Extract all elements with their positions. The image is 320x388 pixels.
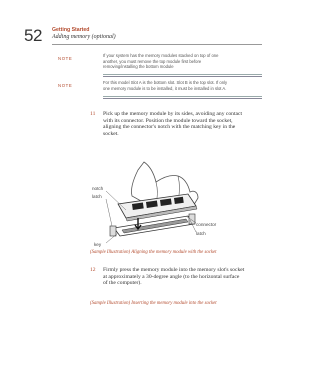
figure-caption: (Sample Illustration) Inserting the memory module into the socket [90,301,217,306]
step-number: 12 [90,267,96,273]
note-text: If your system has the memory modules stacked on top of one another, you must remove the top module first before removing/installing the bottom module [103,53,219,70]
subsection-title: Adding memory (optional) [52,34,116,40]
callout-notch: notch [92,186,104,191]
memory-module-illustration [92,160,217,247]
step-number: 11 [90,111,96,117]
note-text: For this model Slot A is the bottom slot. Slot B is the top slot. If only one memory module is to be installed, it must be installed in slot A. [103,80,228,91]
step-text: Pick up the memory module by its sides, avoiding any contact with its connector. Position the module toward the socket, aligning the connector's notch with the matching key in the socket. [103,111,243,137]
figure-caption: (Sample Illustration) Aligning the memory module with the socket [90,250,217,255]
step-text: Firmly press the memory module into the memory slot's socket at approximately a 30-degree angle (to the horizontal surface of the computer). [103,267,245,287]
note-label: NOTE [58,83,73,88]
section-title: Getting Started [52,27,90,33]
callout-key: key [94,242,102,247]
socket-icon [110,214,195,236]
callout-connector: connector [196,222,217,227]
callout-latch: latch [196,231,206,236]
callout-latch: latch [92,194,102,199]
note-label: NOTE [58,56,73,61]
header-divider [52,44,262,45]
page-number: 52 [24,26,42,45]
